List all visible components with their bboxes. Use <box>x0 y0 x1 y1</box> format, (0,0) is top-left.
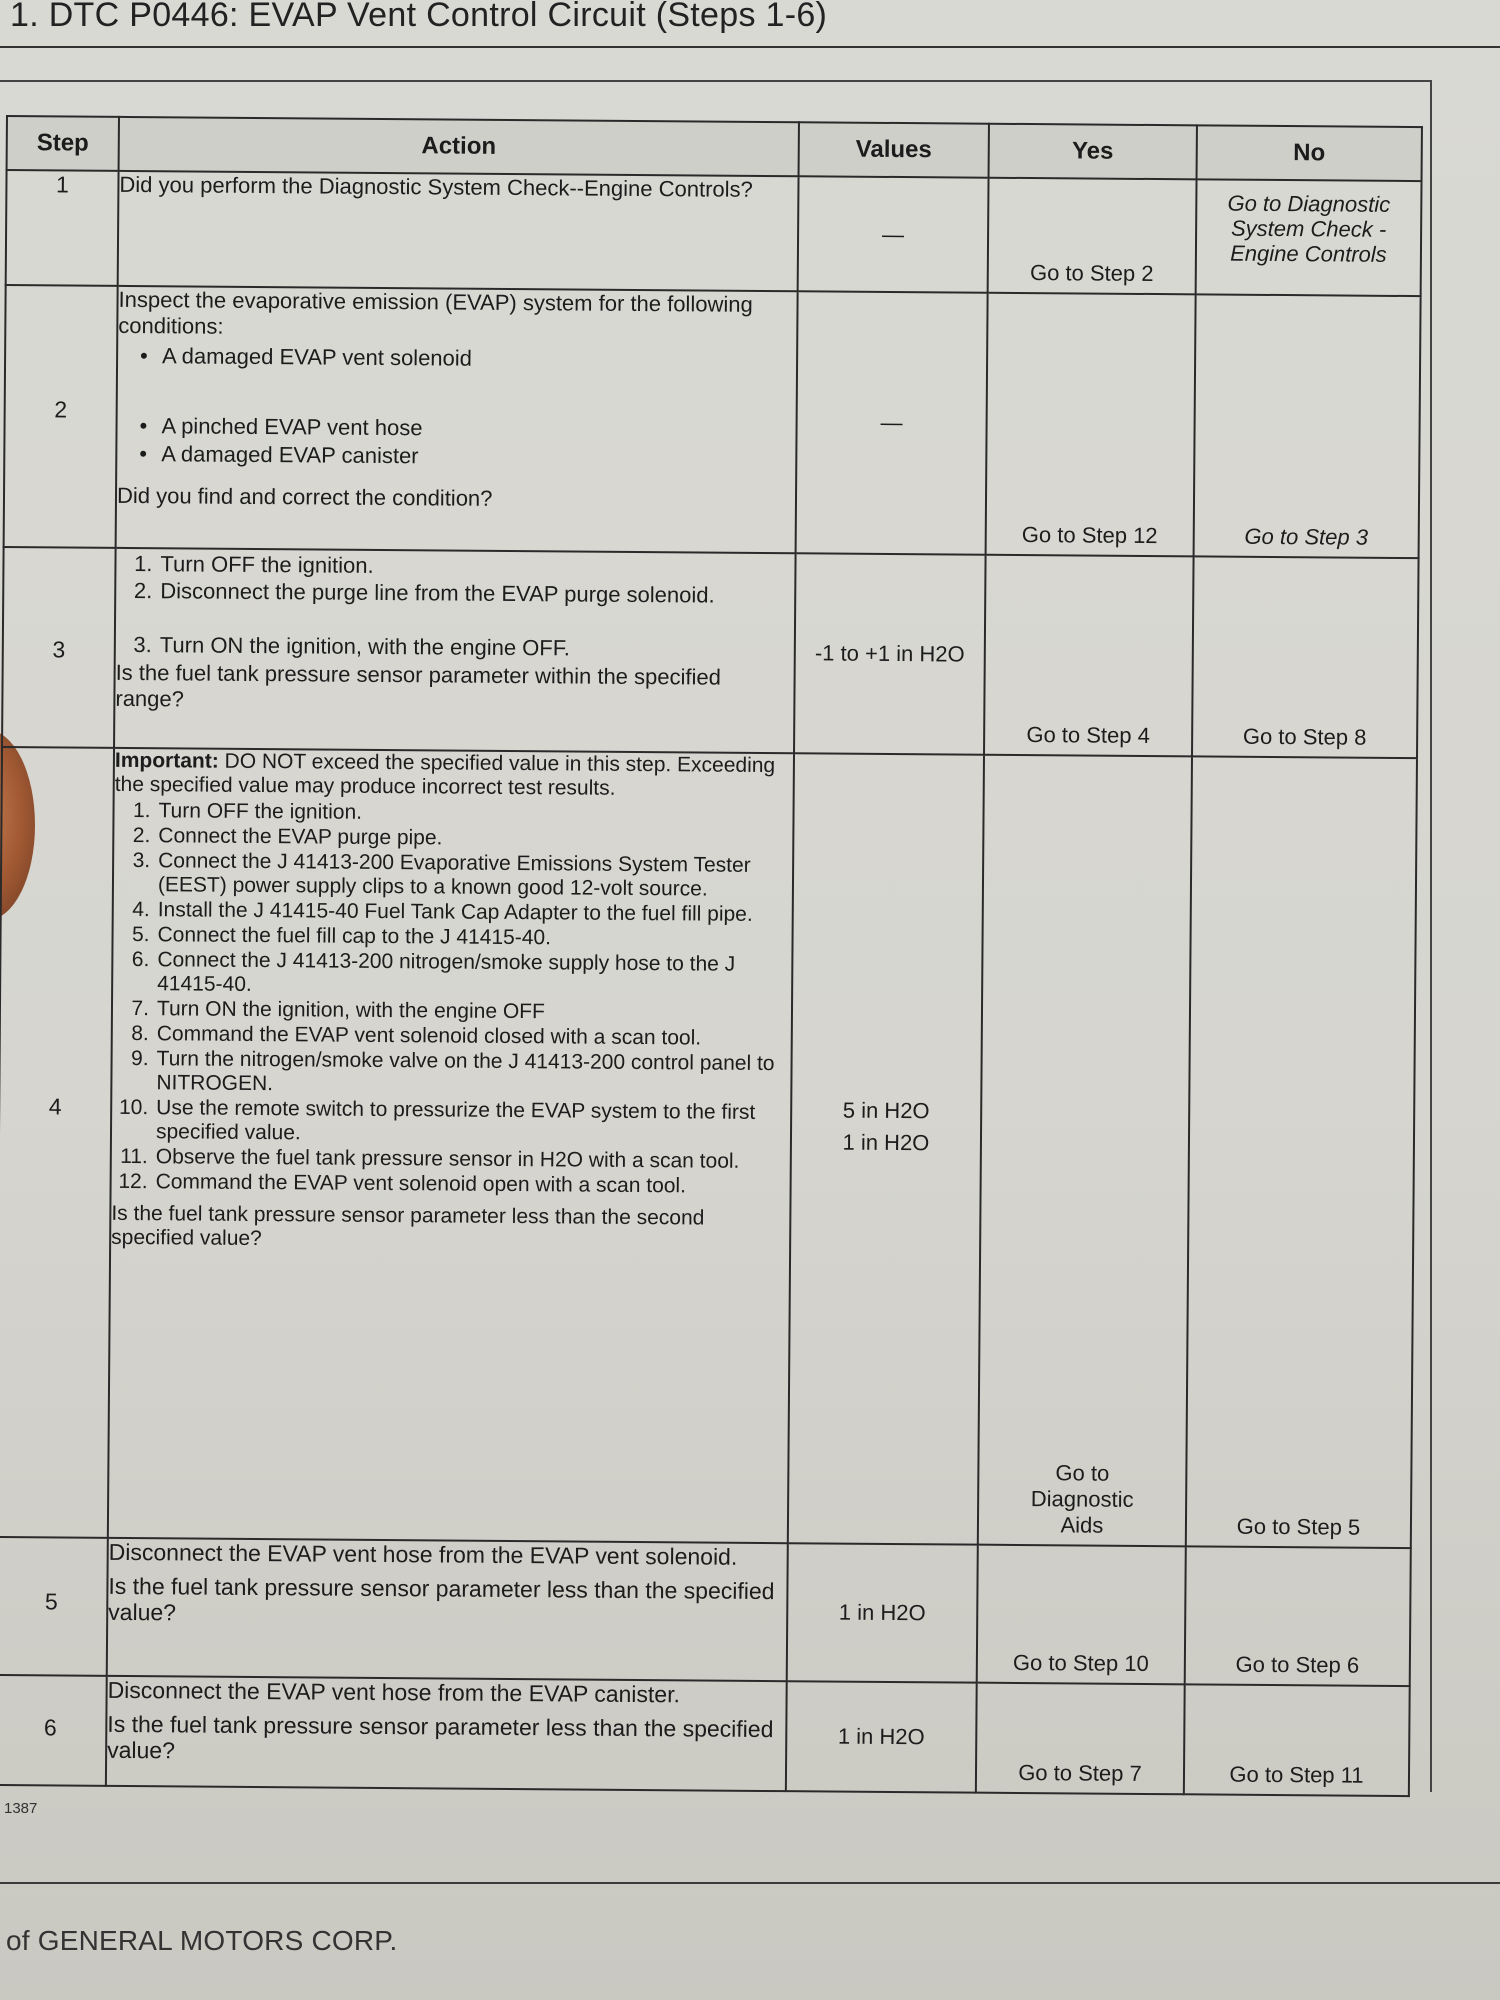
figure-id: 1387 <box>4 1800 38 1817</box>
step-number: 4 <box>0 747 114 1538</box>
col-header-action: Action <box>119 117 799 176</box>
col-header-yes: Yes <box>989 124 1197 180</box>
action-text: Disconnect the EVAP vent hose from the EVAP canister. <box>107 1676 681 1708</box>
yes-goto: Go to Step 10 <box>1012 1649 1149 1677</box>
col-header-no: No <box>1197 125 1422 181</box>
list-item: 1. Turn OFF the ignition. <box>132 799 363 824</box>
yes-cell <box>976 1683 1185 1795</box>
list-item: • A pinched EVAP vent hose <box>139 413 795 444</box>
yes-cell <box>978 755 1192 1547</box>
question-text: Is the fuel tank pressure sensor parameter less than the specified value? <box>108 1572 775 1626</box>
action-intro: Inspect the evaporative emission (EVAP) system for the following conditions: <box>118 286 753 339</box>
no-cell <box>1186 756 1417 1548</box>
action-cell <box>118 171 799 291</box>
action-cell <box>106 1676 787 1791</box>
yes-goto: Go to Step 12 <box>1021 521 1158 549</box>
list-item: 12. Command the EVAP vent solenoid open with a scan tool. <box>118 1169 687 1198</box>
list-item: 6. Connect the J 41413-200 nitrogen/smoke supply hose to the J 41415-40. <box>131 948 736 996</box>
action-cell <box>108 748 794 1543</box>
question-text: Is the fuel tank pressure sensor parameter less than the second specified value? <box>111 1201 705 1251</box>
list-item: 3. Connect the J 41413-200 Evaporative Emissions System Tester (EEST) power supply clips to a known good 12-volt source. <box>132 849 751 901</box>
yes-goto: Go to Step 2 <box>1029 260 1154 287</box>
list-item: 11. Observe the fuel tank pressure sensor in H2O with a scan tool. <box>120 1144 740 1173</box>
list-item: • A damaged EVAP vent solenoid <box>140 343 796 374</box>
step-number: 2 <box>4 285 118 548</box>
question-text: Did you find and correct the condition? <box>116 482 493 511</box>
important-note <box>115 749 793 802</box>
list-item: 8. Command the EVAP vent solenoid closed with a scan tool. <box>131 1022 702 1050</box>
yes-goto: Go to Step 7 <box>1018 1760 1142 1786</box>
col-header-values: Values <box>799 122 989 177</box>
list-item: • A damaged EVAP canister <box>139 441 795 472</box>
no-cell <box>1185 1546 1411 1686</box>
list-item: 2. Connect the EVAP purge pipe. <box>132 824 443 850</box>
question-text: Is the fuel tank pressure sensor parameter less than the specified value? <box>107 1710 774 1764</box>
procedure-list <box>112 799 793 1199</box>
yes-goto: Go to Diagnostic Aids <box>1030 1460 1134 1538</box>
table-row <box>0 1675 1410 1796</box>
yes-cell <box>984 555 1194 757</box>
no-goto: Go to Step 6 <box>1235 1651 1360 1678</box>
diagnostic-table <box>0 115 1423 1797</box>
action-cell <box>107 1538 788 1681</box>
condition-list <box>139 343 796 472</box>
no-cell <box>1196 179 1422 296</box>
procedure-list <box>116 551 795 663</box>
list-item: 2. Disconnect the purge line from the EVAP purge solenoid. <box>133 578 715 608</box>
action-text: Did you perform the Diagnostic System Check--Engine Controls? <box>119 171 753 202</box>
no-goto: Go to Diagnostic System Check - Engine Controls <box>1227 190 1391 267</box>
table-row <box>0 1537 1411 1686</box>
no-cell <box>1192 556 1419 758</box>
values-cell: -1 to +1 in H2O <box>794 553 986 754</box>
step-number: 6 <box>0 1675 107 1786</box>
values-cell: 1 in H2O <box>786 1681 977 1792</box>
no-cell <box>1184 1684 1410 1796</box>
important-text: DO NOT exceed the specified value in this step. Exceeding the specified value may produce incorrect test results. <box>114 749 776 800</box>
title-rule <box>0 46 1500 48</box>
list-item: 3. Turn ON the ignition, with the engine OFF. <box>133 632 570 661</box>
second-specified-value: 1 in H2O <box>842 1129 930 1156</box>
list-item: 7. Turn ON the ignition, with the engine OFF <box>131 997 545 1024</box>
step-number: 3 <box>2 547 116 748</box>
yes-cell <box>988 178 1197 295</box>
values-cell <box>788 753 984 1544</box>
action-cell <box>114 548 796 753</box>
yes-cell <box>986 293 1196 557</box>
list-item: 10. Use the remote switch to pressurize the EVAP system to the first specified value. <box>118 1095 756 1145</box>
list-item: 1. Turn OFF the ignition. <box>134 551 374 578</box>
table-row <box>2 547 1419 758</box>
yes-cell <box>977 1545 1186 1685</box>
action-cell <box>116 286 798 553</box>
values-cell: — <box>798 176 989 292</box>
step-number: 5 <box>0 1537 108 1676</box>
yes-goto: Go to Step 4 <box>1026 722 1151 749</box>
no-goto: Go to Step 5 <box>1236 1513 1361 1540</box>
page-title: 1. DTC P0446: EVAP Vent Control Circuit (Steps 1-6) <box>10 0 828 34</box>
first-specified-value: 5 in H2O <box>842 1097 930 1124</box>
list-item: 5. Connect the fuel fill cap to the J 41415-40. <box>131 923 552 950</box>
table-row <box>4 285 1421 558</box>
table-row <box>0 747 1417 1548</box>
no-goto: Go to Step 8 <box>1242 723 1367 750</box>
no-goto: Go to Step 3 <box>1244 523 1369 550</box>
important-label: Important: <box>114 748 219 773</box>
no-goto: Go to Step 11 <box>1229 1761 1364 1788</box>
values-cell: — <box>796 291 988 554</box>
action-text: Disconnect the EVAP vent hose from the EVAP vent solenoid. <box>108 1538 738 1570</box>
list-item: 9. Turn the nitrogen/smoke valve on the J 41413-200 control panel to NITROGEN. <box>130 1047 775 1096</box>
publisher-credit: of GENERAL MOTORS CORP. <box>6 1925 398 1956</box>
list-item: 4. Install the J 41415-40 Fuel Tank Cap Adapter to the fuel fill pipe. <box>132 898 753 926</box>
bottom-rule <box>0 1882 1500 1884</box>
col-header-step: Step <box>7 116 119 171</box>
question-text: Is the fuel tank pressure sensor parameter within the specified range? <box>115 659 722 712</box>
no-cell <box>1194 294 1421 558</box>
step-number: 1 <box>6 170 119 286</box>
values-cell: 1 in H2O <box>787 1543 978 1682</box>
table-row <box>6 170 1422 296</box>
